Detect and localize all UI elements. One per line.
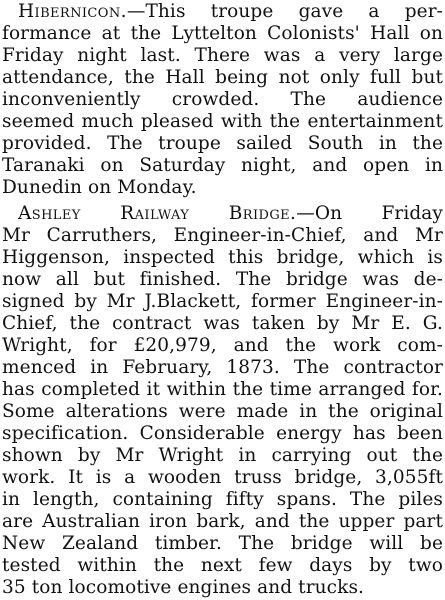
article-heading: Ashley Railway Bridge. xyxy=(18,203,297,224)
article-line: signed by Mr J.Blackett, former Engineer-in- xyxy=(2,291,443,312)
article-line: Friday night last. There was a very large xyxy=(2,45,443,66)
article-line: inconveniently crowded. The audience xyxy=(2,89,443,110)
article-line: specification. Considerable energy has been xyxy=(2,423,443,444)
article-line: New Zealand timber. The bridge will be xyxy=(2,533,443,554)
article-line: in length, containing fifty spans. The piles xyxy=(2,489,443,510)
article-line: Mr Carruthers, Engineer-in-Chief, and Mr xyxy=(2,225,443,246)
article-line: attendance, the Hall being not only full but xyxy=(2,67,443,88)
article-line: Some alterations were made in the original xyxy=(2,401,443,422)
article-line: Chief, the contract was taken by Mr E. G. xyxy=(2,313,443,334)
article-line: Taranaki on Saturday night, and open in xyxy=(2,155,443,176)
article-line: formance at the Lyttelton Colonists' Hall on xyxy=(2,23,443,44)
article-line: 35 ton locomotive engines and trucks. xyxy=(2,577,365,598)
article-line xyxy=(18,0,443,24)
article-text: —This troupe gave a per- xyxy=(126,1,443,22)
article-line: menced in February, 1873. The contractor xyxy=(2,357,443,378)
article-line: shown by Mr Wright in carrying out the xyxy=(2,445,443,466)
article-line xyxy=(18,202,443,226)
article-line: seemed much pleased with the entertainment xyxy=(2,111,443,132)
article-text: —On Friday xyxy=(296,203,443,224)
article-line: work. It is a wooden truss bridge, 3,055ft xyxy=(2,467,443,488)
article-line: tested within the next few days by two xyxy=(2,555,443,576)
article-line: provided. The troupe sailed South in the xyxy=(2,133,443,154)
article-line: now all but finished. The bridge was de- xyxy=(2,269,443,290)
article-line: Higgenson, inspected this bridge, which is xyxy=(2,247,443,268)
article-line: has completed it within the time arranged for. xyxy=(2,379,443,400)
article-heading: Hibernicon. xyxy=(18,1,127,22)
article-line: are Australian iron bark, and the upper part xyxy=(2,511,443,532)
article-line: Wright, for £20,979, and the work com- xyxy=(2,335,443,356)
article-line: Dunedin on Monday. xyxy=(2,177,197,198)
